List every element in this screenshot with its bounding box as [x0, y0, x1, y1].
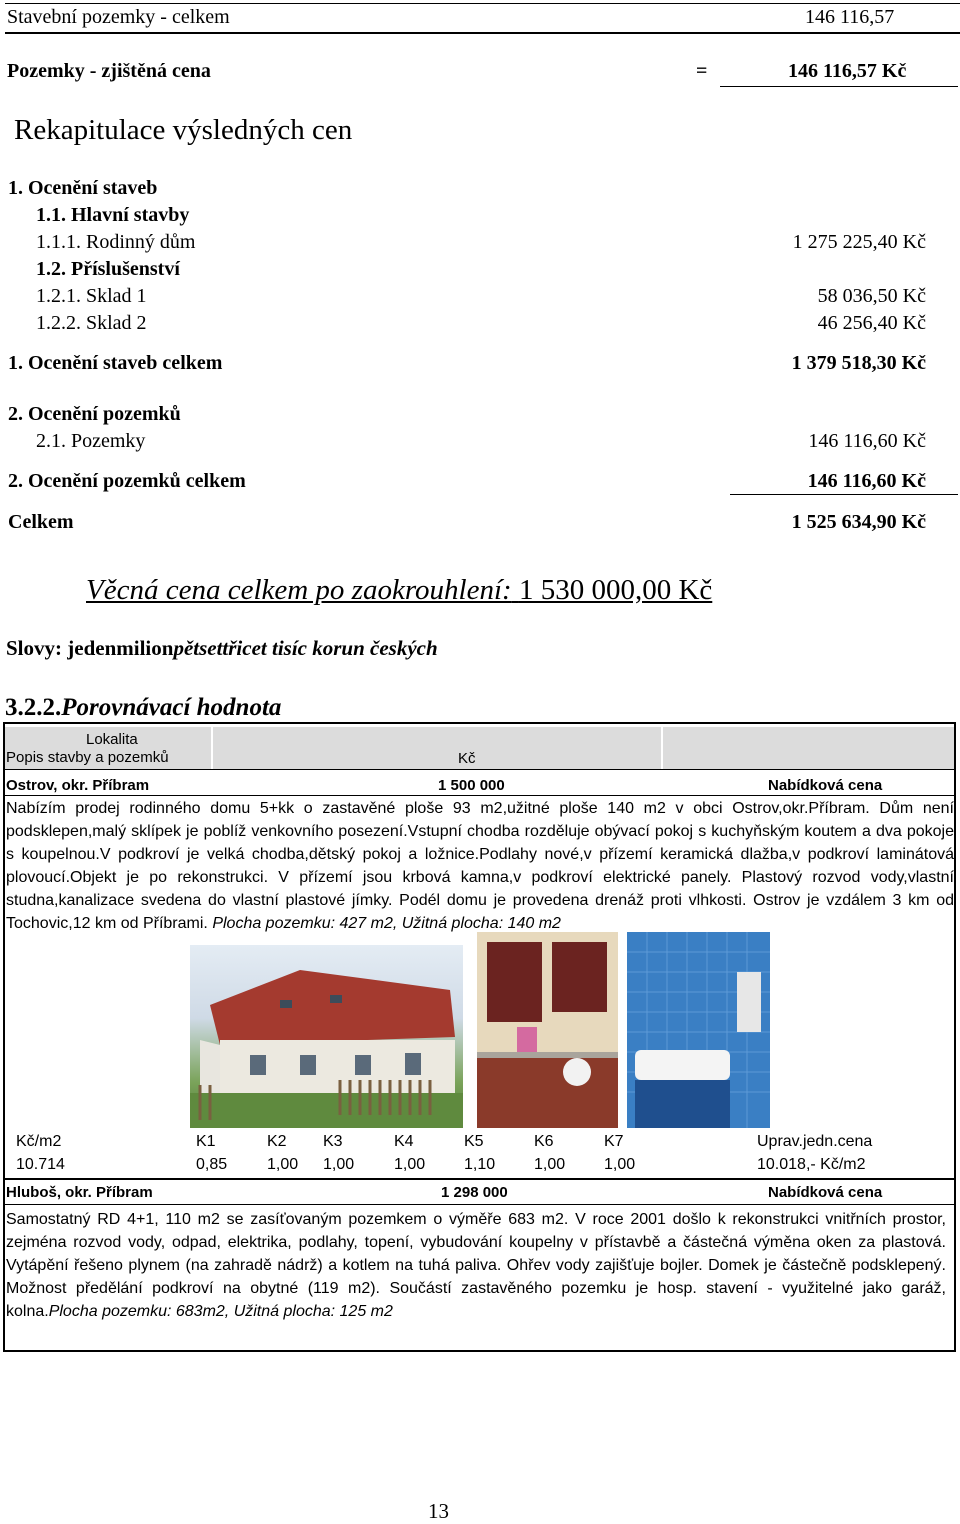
- coef-header-k6: K6: [534, 1133, 554, 1150]
- header-popis: Popis stavby a pozemků: [6, 749, 169, 766]
- header-divider: [5, 769, 954, 770]
- price-in-words: Slovy: jedenmilionpětsettřicet tisíc korun českých: [6, 636, 438, 660]
- recap-row-pozemky: 2.1. Pozemky 146 116,60 Kč: [36, 430, 926, 452]
- house-illustration: [190, 945, 463, 1128]
- listing-1-bathroom-photo: [627, 932, 770, 1128]
- coef-header-k3: K3: [323, 1133, 343, 1150]
- listing-1-kitchen-photo: [477, 932, 618, 1128]
- coef-value-uprav: 10.018,- Kč/m2: [757, 1156, 866, 1173]
- listing-2-divider: [5, 1204, 954, 1205]
- recap-row-celkem: Celkem 1 525 634,90 Kč: [8, 511, 926, 533]
- listing-1-description: Nabízím prodej rodinného domu 5+kk o zastavěné ploše 93 m2,užitné ploše 140 m2 v obci Ostrov,okr.Příbram. Dům není podsklepen,malý sklípek je poblíž venkovního posezení.Vstupní chodba rozděluje obývací pokoj s kuchyňským koutem a dva pokoje s koupelnou.V podkroví je velká chodba,dětský pokoj a ložnice.Podlahy nové,v přízemí keramická dlažba,v podkroví laminátová plovoucí.Objekt je po rekonstrukci. V přízemí jsou krbová kamna,v podkroví elektrické panely. Plastový rozvod vody,vlastní studna,kanalizace svedena do vlastní plastové jímky. Podél domu je provedena drenáž proti vlhkosti. Ostrov je vzdálem 3 km od Tochovic,12 km od Příbrami. Plocha pozemku: 427 m2, Užitná plocha: 140 m2: [6, 800, 954, 932]
- coef-header-k2: K2: [267, 1133, 287, 1150]
- coef-header-k4: K4: [394, 1133, 414, 1150]
- page-number: 13: [428, 1499, 449, 1523]
- recap-row-prislusenstvi: 1.2. Příslušenství: [36, 258, 180, 280]
- listing-1-price: 1 500 000: [438, 777, 505, 794]
- recap-row-sklad-2: 1.2.2. Sklad 2 46 256,40 Kč: [36, 312, 926, 334]
- header-cell-kc: [213, 727, 663, 769]
- coef-header-kc-m2: Kč/m2: [16, 1133, 62, 1150]
- coef-header-k5: K5: [464, 1133, 484, 1150]
- stavebni-pozemky-label: Stavební pozemky - celkem: [7, 6, 230, 28]
- recap-row-oceneni-staveb: 1. Ocenění staveb: [8, 177, 158, 199]
- coef-value-k7: 1,00: [604, 1156, 636, 1173]
- coef-value-k2: 1,00: [267, 1156, 299, 1173]
- bathroom-illustration: [627, 932, 770, 1128]
- recap-row-rodinny-dum: 1.1.1. Rodinný dům 1 275 225,40 Kč: [36, 231, 926, 253]
- recap-row-oceneni-pozemku: 2. Ocenění pozemků: [8, 403, 181, 425]
- header-lokalita: Lokalita: [86, 731, 138, 748]
- recap-row-hlavni-stavby: 1.1. Hlavní stavby: [36, 204, 190, 226]
- section-heading: 3.2.2.Porovnávací hodnota: [5, 694, 282, 721]
- listing-1-divider: [5, 795, 954, 796]
- recap-row-sklad-1: 1.2.1. Sklad 1 58 036,50 Kč: [36, 285, 926, 307]
- header-kc: Kč: [458, 750, 476, 767]
- coef-header-uprav: Uprav.jedn.cena: [757, 1133, 873, 1150]
- coef-value-kc-m2: 10.714: [16, 1156, 65, 1173]
- coef-value-k3: 1,00: [323, 1156, 355, 1173]
- stavebni-pozemky-value: 146 116,57: [805, 6, 895, 28]
- equals-sign: =: [696, 60, 708, 82]
- listing-1-type: Nabídková cena: [768, 777, 883, 794]
- coef-value-k6: 1,00: [534, 1156, 566, 1173]
- pozemky-zjistena-value: 146 116,57 Kč: [788, 60, 907, 82]
- listing-1-location: Ostrov, okr. Příbram: [6, 777, 150, 794]
- listing-1-house-photo: [190, 945, 463, 1128]
- listing-2-description: Samostatný RD 4+1, 110 m2 se zasíťovaným pozemkem o výměře 683 m2. V roce 2001 došlo k rekonstrukci vnitřních prostor, zejména rozvod vody, odpad, elektrika, podlahy, topení, vybudování koupelny v přístavbě a částečná výměna oken za plastová. Vytápění řešeno plynem (na zahradě nádrž) a kotlem na tuhá paliva. Ohřev vody zajišťuje bojler. Domek je částečně podsklepený. Možnost předělání podkroví na obytné (119 m2). Součástí zastavěného pozemku je hosp. stavení - využitelné jako garáž, kolna.Plocha pozemku: 683m2, Užitná plocha: 125 m2: [6, 1211, 946, 1320]
- coef-value-k4: 1,00: [394, 1156, 426, 1173]
- recap-title: Rekapitulace výsledných cen: [14, 114, 353, 146]
- listing-2-type: Nabídková cena: [768, 1184, 883, 1201]
- final-price: Věcná cena celkem po zaokrouhlení: 1 530 000,00 Kč: [86, 574, 713, 606]
- coef-header-k7: K7: [604, 1133, 624, 1150]
- listing-2-location: Hluboš, okr. Příbram: [6, 1184, 153, 1201]
- header-cell-empty: [663, 727, 954, 769]
- recap-row-staveb-celkem: 1. Ocenění staveb celkem 1 379 518,30 Kč: [8, 352, 926, 374]
- listing-1-end-divider: [5, 1178, 954, 1180]
- pozemky-zjistena-label: Pozemky - zjištěná cena: [7, 60, 211, 82]
- coef-value-k5: 1,10: [464, 1156, 496, 1173]
- kitchen-illustration: [477, 932, 618, 1128]
- listing-2-price: 1 298 000: [441, 1184, 508, 1201]
- coef-header-k1: K1: [196, 1133, 216, 1150]
- recap-row-pozemku-celkem: 2. Ocenění pozemků celkem 146 116,60 Kč: [8, 470, 926, 492]
- coef-value-k1: 0,85: [196, 1156, 228, 1173]
